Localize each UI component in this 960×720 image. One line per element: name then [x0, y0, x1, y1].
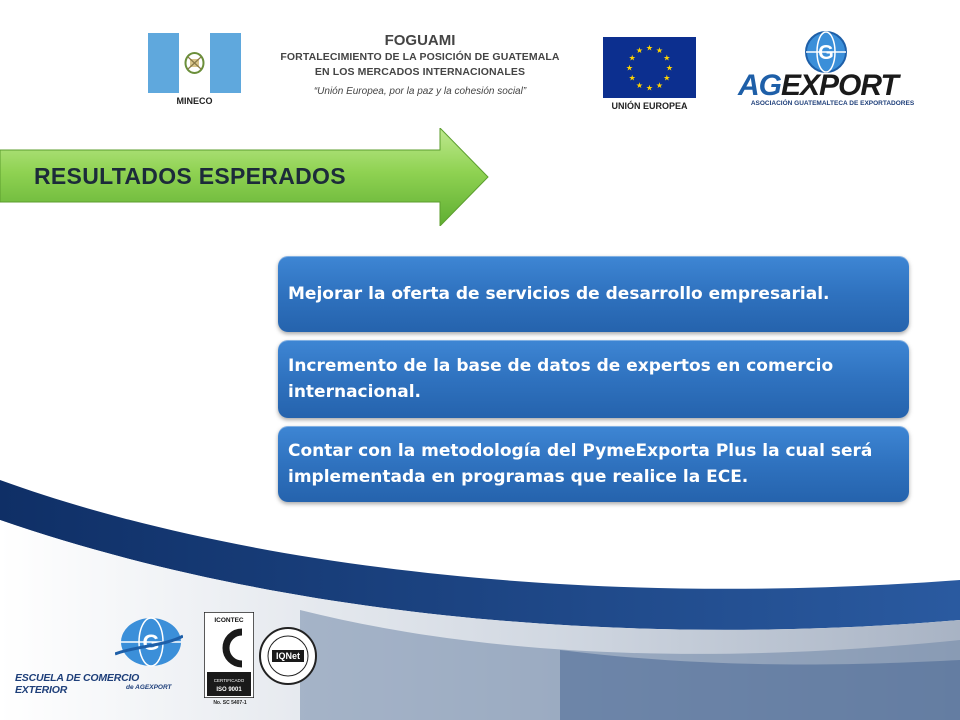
- foguami-title: FOGUAMI: [384, 32, 456, 49]
- result-item-2: [278, 340, 909, 418]
- eu-star-icon: ★: [635, 80, 644, 90]
- eu-star-icon: ★: [635, 46, 644, 56]
- icontec-top-text: ICONTEC: [214, 617, 244, 624]
- result-item-text: Incremento de la base de datos de expertos en comercio internacional.: [288, 356, 834, 402]
- mineco-label: MINECO: [176, 96, 213, 106]
- ece-subtitle: de AGEXPORT: [126, 684, 172, 691]
- ece-name: ESCUELA DE COMERCIO EXTERIOR: [15, 672, 140, 696]
- eu-star-icon: ★: [663, 53, 671, 63]
- iqnet-text: IQNet: [275, 651, 301, 661]
- result-item-1: [278, 256, 909, 332]
- eu-star-icon: ★: [655, 46, 664, 56]
- icontec-number: No. SC 5407-1: [213, 700, 247, 706]
- svg-text:G: G: [142, 630, 160, 655]
- icontec-certification-logo: [204, 612, 254, 698]
- agexport-wordmark: [738, 69, 923, 102]
- icontec-iso-text: ISO 9001: [216, 687, 242, 693]
- eu-label: UNIÓN EUROPEA: [611, 101, 688, 111]
- eu-star-icon: ★: [628, 53, 636, 63]
- agexport-export: EXPORT: [781, 69, 898, 102]
- svg-text:G: G: [818, 42, 834, 64]
- eu-star-icon: ★: [625, 63, 634, 73]
- agexport-globe-icon: [804, 30, 848, 74]
- foguami-quote: “Unión Europea, por la paz y la cohesión social”: [313, 86, 527, 97]
- eu-star-icon: ★: [628, 73, 636, 83]
- eu-star-icon: ★: [645, 83, 654, 93]
- eu-star-icon: ★: [645, 43, 654, 53]
- iqnet-certification-logo: [258, 626, 318, 686]
- eu-star-icon: ★: [665, 63, 674, 73]
- ece-globe-icon: [115, 616, 183, 668]
- section-title: RESULTADOS ESPERADOS: [34, 163, 346, 189]
- eu-star-icon: ★: [655, 80, 664, 90]
- foguami-subtitle-line-1: FORTALECIMIENTO DE LA POSICIÓN DE GUATEMALA: [280, 51, 560, 63]
- foguami-subtitle-line-2: EN LOS MERCADOS INTERNACIONALES: [314, 66, 526, 78]
- agexport-ag: AG: [738, 69, 781, 102]
- icontec-cert-text: CERTIFICADO: [213, 678, 245, 683]
- result-item-text: Mejorar la oferta de servicios de desarrollo empresarial.: [288, 284, 830, 304]
- eu-star-icon: ★: [663, 73, 671, 83]
- european-union-flag-logo: [603, 37, 696, 98]
- agexport-subtitle: ASOCIACIÓN GUATEMALTECA DE EXPORTADORES: [750, 100, 915, 107]
- header: [0, 0, 960, 125]
- result-item-text: Contar con la metodología del PymeExporta Plus la cual será implementada en programas que realice la ECE.: [288, 441, 873, 487]
- guatemala-flag-logo: [148, 33, 241, 93]
